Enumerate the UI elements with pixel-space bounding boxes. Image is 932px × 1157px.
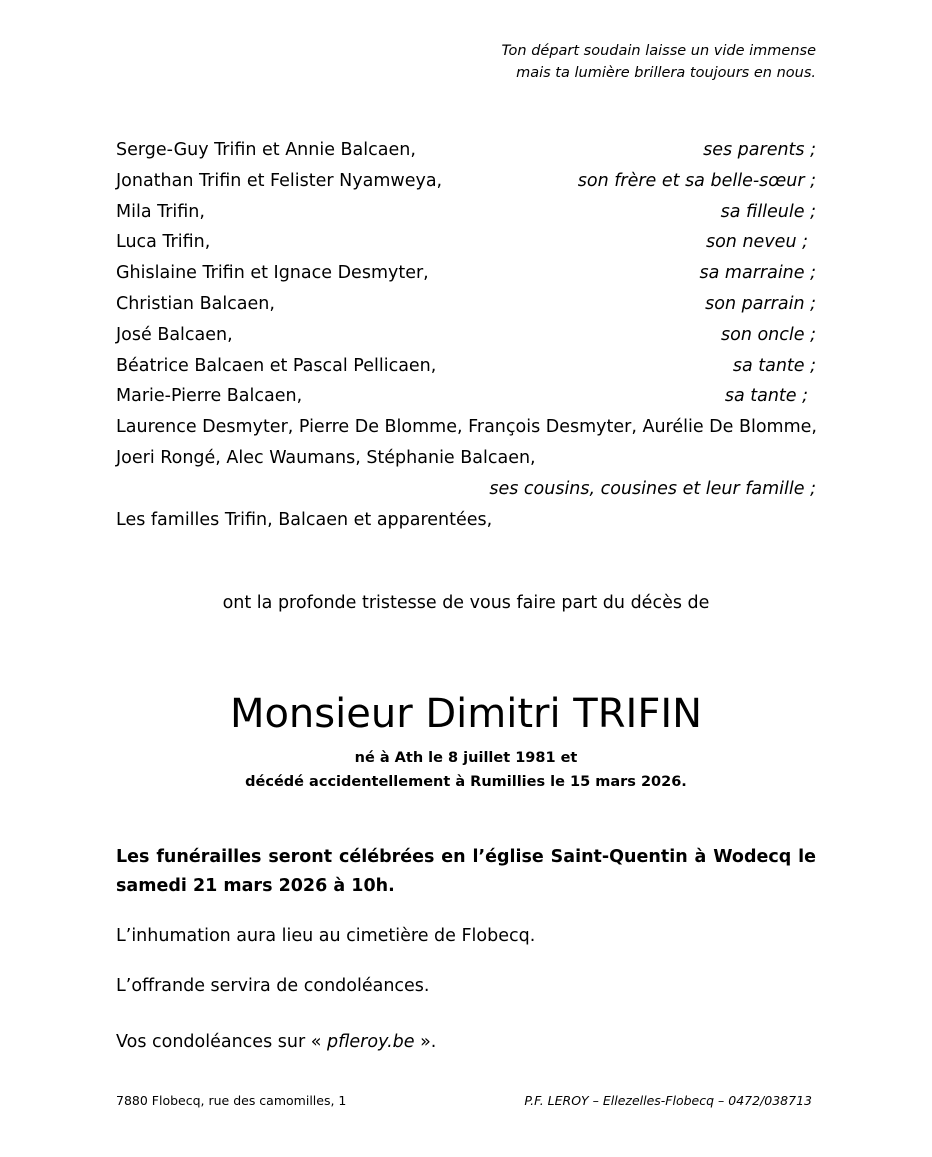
condolences-suffix: ».	[414, 1032, 437, 1052]
family-relation: son neveu ;	[705, 232, 808, 253]
condolences-link[interactable]: pfleroy.be	[326, 1032, 415, 1052]
family-relation: sa tante ;	[732, 355, 816, 376]
family-names: Marie-Pierre Balcaen,	[116, 386, 303, 407]
family-row	[116, 351, 816, 382]
condolences-info	[116, 1032, 816, 1052]
family-relation: son parrain ;	[705, 293, 816, 314]
family-names: Jonathan Trifin et Felister Nyamweya,	[116, 170, 443, 191]
families-row	[116, 505, 816, 536]
birth-line: né à Ath le 8 juillet 1981 et	[354, 750, 578, 766]
family-names: José Balcaen,	[116, 324, 233, 345]
epigraph	[316, 40, 816, 84]
family-row	[116, 135, 816, 166]
family-names: Béatrice Balcaen et Pascal Pellicaen,	[116, 355, 437, 376]
condolences-prefix: Vos condoléances sur «	[116, 1032, 327, 1052]
family-row	[116, 227, 816, 258]
offering-info: L’offrande servira de condoléances.	[116, 976, 430, 996]
epigraph-line: Ton départ soudain laisse un vide immense	[501, 43, 816, 59]
family-relation: son frère et sa belle-sœur ;	[577, 170, 816, 191]
family-row	[116, 258, 816, 289]
intro-text: ont la profonde tristesse de vous faire part du décès de	[222, 593, 710, 613]
funeral-info: Les funérailles seront célébrées en l’église Saint-Quentin à Wodecq le samedi 21 mars 2026 à 10h.	[116, 847, 816, 896]
cousins-row	[116, 412, 816, 443]
death-line: décédé accidentellement à Rumillies le 15 mars 2026.	[245, 774, 687, 790]
families-line: Les familles Trifin, Balcaen et apparentées,	[116, 509, 493, 530]
family-names: Mila Trifin,	[116, 201, 205, 222]
cousins-relation: ses cousins, cousines et leur famille ;	[489, 478, 816, 499]
family-list	[116, 135, 816, 535]
deceased-dates	[0, 746, 932, 794]
family-row	[116, 197, 816, 228]
footer-funeral-home: P.F. LEROY – Ellezelles-Flobecq – 0472/038713	[524, 1093, 812, 1108]
family-names: Luca Trifin,	[116, 232, 211, 253]
family-names: Christian Balcaen,	[116, 293, 275, 314]
family-relation: sa filleule ;	[720, 201, 816, 222]
footer-address: 7880 Flobecq, rue des camomilles, 1	[116, 1093, 347, 1108]
family-names: Serge-Guy Trifin et Annie Balcaen,	[116, 140, 416, 160]
family-row	[116, 320, 816, 351]
family-row	[116, 381, 816, 412]
family-names: Ghislaine Trifin et Ignace Desmyter,	[116, 263, 429, 284]
cousins-names: Laurence Desmyter, Pierre De Blomme, François Desmyter, Aurélie De Blomme,	[116, 417, 817, 438]
deceased-name: Monsieur Dimitri TRIFIN	[229, 691, 703, 737]
cousins-names: Joeri Rongé, Alec Waumans, Stéphanie Balcaen,	[116, 447, 536, 468]
family-relation: sa marraine ;	[699, 263, 816, 284]
family-relation: sa tante ;	[724, 386, 808, 407]
family-relation: ses parents ;	[703, 140, 816, 160]
cousins-row	[116, 443, 816, 474]
epigraph-line: mais ta lumière brillera toujours en nous.	[516, 65, 816, 81]
family-row	[116, 166, 816, 197]
burial-info: L’inhumation aura lieu au cimetière de Flobecq.	[116, 926, 536, 946]
cousins-relation-row	[116, 474, 816, 505]
family-relation: son oncle ;	[721, 324, 816, 345]
family-row	[116, 289, 816, 320]
